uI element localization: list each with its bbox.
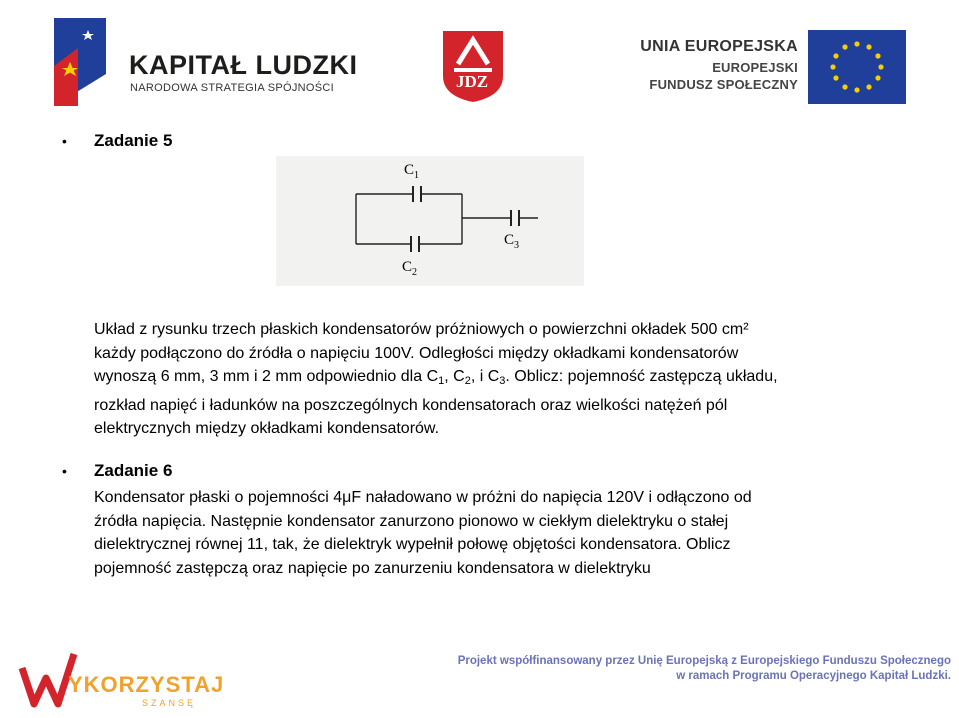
circuit-diagram xyxy=(276,156,584,286)
eu-title: UNIA EUROPEJSKA xyxy=(640,38,798,55)
szanse-text: SZANSĘ xyxy=(142,698,197,708)
university-logo xyxy=(440,28,506,104)
university-logo-text: JDZ xyxy=(456,72,489,91)
kapital-ludzki-emblem-icon xyxy=(44,16,112,108)
kapital-ludzki-subtitle: NARODOWA STRATEGIA SPÓJNOŚCI xyxy=(130,82,334,94)
eu-flag-icon xyxy=(808,30,906,104)
task5-line3: wynoszą 6 mm, 3 mm i 2 mm odpowiednio dla $C_1$, $C_2$, i $C_3$. Oblicz: pojemność zastępczą układu, xyxy=(94,368,778,387)
eu-logo xyxy=(600,30,910,108)
task6-line3: dielektrycznej równej 11, tak, że dielektryk wypełnił połowę objętości kondensatora. Oblicz xyxy=(94,536,731,553)
c1-label: $C_1$ xyxy=(404,162,420,181)
task5-title: Zadanie 5 xyxy=(94,131,173,150)
task5-line4: rozkład napięć i ładunków na poszczególnych kondensatorach oraz wielkości natężeń pól xyxy=(94,396,728,414)
kapital-ludzki-title: KAPITAŁ LUDZKI xyxy=(129,50,358,80)
eu-fund-line2: FUNDUSZ SPOŁECZNY xyxy=(649,77,798,92)
wykorzystaj-szanse-logo xyxy=(18,650,225,714)
task6-line2: źródła napięcia. Następnie kondensator zanurzono pionowo w ciekłym dielektryku o stałej xyxy=(94,512,729,530)
circuit-drawing xyxy=(276,156,584,286)
kapital-ludzki-logo xyxy=(44,16,384,108)
task6-text xyxy=(94,486,914,580)
task6-title: Zadanie 6 xyxy=(94,461,173,480)
task5-line1: Układ z rysunku trzech płaskich kondensatorów próżniowych o powierzchni okładek 500 cm² xyxy=(94,321,749,338)
task5-text xyxy=(94,318,914,441)
shield-icon xyxy=(440,28,506,104)
bullet-task5: • xyxy=(62,133,67,149)
task6-line4: pojemność zastępczą oraz napięcie po zanurzeniu kondensatora w dielektryku xyxy=(94,559,651,577)
task5-line5: elektrycznych między okładkami kondensatorów. xyxy=(94,420,440,437)
bullet-task6: • xyxy=(62,463,67,479)
c2-label: $C_2$ xyxy=(402,259,418,278)
task5-line2: każdy podłączono do źródła o napięciu 100V. Odległości między okładkami kondensatorów xyxy=(94,344,739,362)
footer-note xyxy=(391,654,951,684)
footer-note-line2: w ramach Programu Operacyjnego Kapitał Ludzki. xyxy=(676,670,951,682)
footer-note-line1: Projekt współfinansowany przez Unię Europejską z Europejskiego Funduszu Społecznego xyxy=(457,655,951,667)
task6-line1: Kondensator płaski o pojemności 4μF naładowano w próżni do napięcia 120V i odłączono od xyxy=(94,489,752,506)
eu-fund-line1: EUROPEJSKI xyxy=(712,60,798,75)
c3-label: $C_3$ xyxy=(504,232,520,251)
wykorzystaj-text: YKORZYSTAJ xyxy=(68,672,225,697)
